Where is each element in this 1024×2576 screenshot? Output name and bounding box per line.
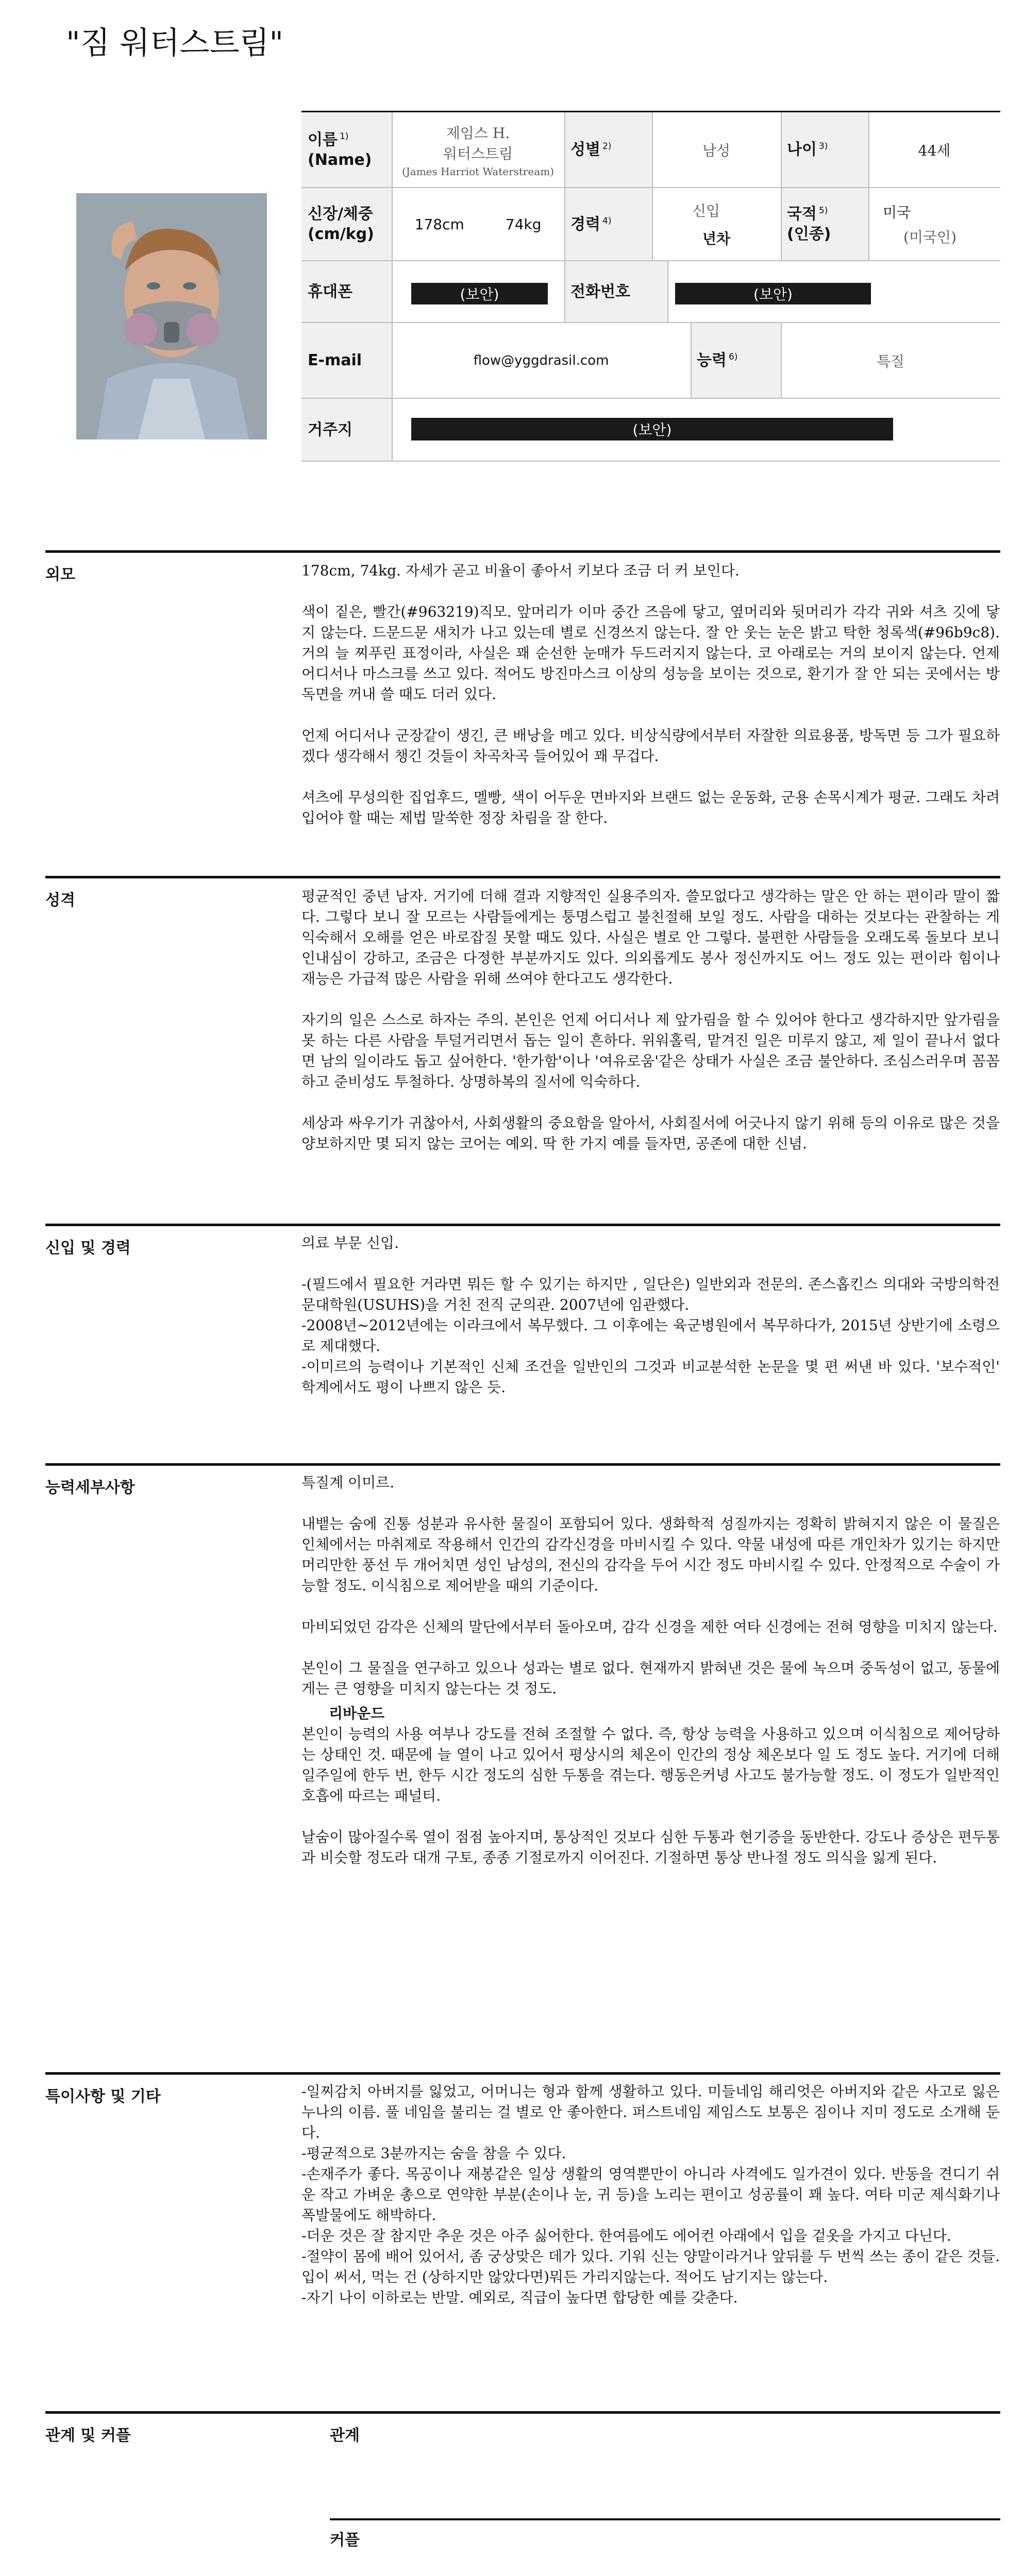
appearance-p2: 색이 짙은, 빨간(#963219)직모. 앞머리가 이마 중간 즈음에 닿고, 옆머리와 뒷머리가 각각 귀와 셔츠 깃에 닿지 않는다. 드문드문 새치가 나고 있는데 별로 신경쓰지 않는다. 잘 안 웃는 눈은 밝고 탁한 청록색(#96b9c8). 거의 늘 찌푸린 표정이라, 사실은 꽤 순선한 눈매가 두드러지지 않는다. 코 아래로는 거의 보이지 않는다. 언제 어디서나 마스크를 쓰고 있다. 적어도 방진마스크 이상의 성능을 보이는 것으로, 환기가 잘 안 되는 곳에서는 방독면을 꺼내 쓸 때도 더러 있다. <box>301 603 1000 703</box>
career-p1: 의료 부문 신입. <box>301 1234 399 1251</box>
appearance-label: 외모 <box>45 566 75 584</box>
ability-p5: 본인이 능력의 사용 여부나 강도를 전혀 조절할 수 없다. 즉, 항상 능력을 사용하고 있으며 이식침으로 제어당하는 상태인 것. 때문에 늘 열이 나고 있어서 평상시의 체온이 인간의 정상 체온보다 일 도 정도 높다. 거기에 더해 일주일에 한두 번, 한두 시간 정도의 심한 두통을 겪는다. 행동은커녕 사고도 불가능할 정도. 이 정도가 일반적인 호흡에 따르는 패널티. <box>301 1725 1000 1804</box>
section-divider <box>45 876 1000 878</box>
nationality-value-cell <box>868 188 1000 260</box>
career-value-line2: 년차 <box>702 230 731 247</box>
row-email <box>301 323 1000 398</box>
personality-p1: 평균적인 중년 남자. 거기에 더해 결과 지향적인 실용주의자. 쓸모없다고 생각하는 말은 안 하는 편이라 말이 짧다. 그렇다 보니 잘 모르는 사람들에게는 퉁명스럽고 불친절해 보일 정도. 사람을 대하는 것보다는 관찰하는 게 익숙해서 오해를 얻은 바로잡질 못할 때도 있다. 사실은 별로 안 그렇다. 불편한 사람들을 오래도록 돌보다 보니 인내심이 강하고, 조금은 다정한 부분까지도 있다. 의외롭게도 봉사 정신까지도 어느 정도 있는 편이라 힘이나 재능은 가급적 많은 사람을 위해 쓰여야 한다고도 생각한다. <box>301 888 1000 987</box>
profile-photo <box>76 193 267 439</box>
age-label-cell: 나이 $^{3)}$ <box>781 112 868 187</box>
career-label-cell: 경력 $^{4)}$ <box>564 188 652 260</box>
career-p4: -이미르의 능력이나 기본적인 신체 조건을 일반인의 그것과 비교분석한 논문을 몇 편 써낸 바 있다. '보수적인' 학계에서도 평이 나쁘지 않은 듯. <box>301 1358 1000 1396</box>
section-divider <box>45 2072 1000 2075</box>
appearance-p1: 178cm, 74kg. 자세가 곧고 비율이 좋아서 키보다 조금 더 커 보인다. <box>301 562 740 579</box>
appearance-p4: 셔츠에 무성의한 집업후드, 멜빵, 색이 어두운 면바지와 브랜드 없는 운동화, 군용 손목시계가 평균. 그래도 차려입어야 할 때는 제법 말쑥한 정장 차림을 잘 한다. <box>301 789 1000 826</box>
address-redacted: (보안) <box>411 418 893 440</box>
row-name <box>301 112 1000 187</box>
mobile-redacted: (보안) <box>411 283 548 304</box>
row-contact <box>301 261 1000 322</box>
section-divider <box>45 1224 1000 1226</box>
notes-label: 특이사항 및 기타 <box>45 2088 161 2106</box>
ability-p4: 본인이 그 물질을 연구하고 있으나 성과는 별로 없다. 현재까지 밝혀낸 것은 물에 녹으며 중독성이 없고, 동물에게는 큰 영향을 미치지 않는다는 것 정도. <box>301 1659 1000 1697</box>
relations-rule <box>330 2411 1000 2414</box>
couple-rule <box>330 2518 1000 2520</box>
ability-value: 특질 <box>876 352 905 370</box>
gender-value: 남성 <box>702 142 731 159</box>
ability-detail-label: 능력세부사항 <box>45 1479 135 1497</box>
email-value: flow@yggdrasil.com <box>473 352 609 368</box>
gender-label-cell: 성별 $^{2)}$ <box>564 112 652 187</box>
mobile-label: 휴대폰 <box>301 261 392 322</box>
notes-item: -더운 것은 잘 참지만 추운 것은 아주 싫어한다. 한여름에도 에어컨 아래에서 입을 겉옷을 가지고 다닌다. <box>301 2227 951 2244</box>
section-divider <box>45 550 1000 553</box>
height-weight-cell <box>392 188 564 260</box>
nationality-value: 미국 <box>883 204 911 221</box>
address-label: 거주지 <box>301 399 392 461</box>
ability-label-cell: 능력 $^{6)}$ <box>691 323 781 398</box>
ability-p2: 내뱉는 숨에 진통 성분과 유사한 물질이 포함되어 있다. 생화학적 성질까지는 정확히 밝혀지지 않은 이 물질은 인체에서는 마취제로 작용해서 인간의 감각신경을 마비시킬 수 있다. 약물 내성에 따른 개인차가 있기는 하지만 머리만한 풍선 두 개어치면 성인 남성의, 전신의 감각을 두어 시간 정도 마비시킬 수 있다. 안정적으로 수술이 가능할 정도. 이식침으로 제어받을 때의 기준이다. <box>301 1515 1000 1594</box>
nationality-label-cell: 국적 $^{5)}$ (인종) <box>781 188 868 260</box>
notes-item: -절약이 몸에 배어 있어서, 좀 궁상맞은 데가 있다. 기워 신는 양말이라거나 앞뒤를 두 번씩 쓰는 종이 같은 것들. 입이 써서, 먹는 건 (상하지만 않았다면)뭐든 가리지않는다. 적어도 남기지는 않는다. <box>301 2248 1000 2285</box>
appearance-p3: 언제 어디서나 군장같이 생긴, 큰 배낭을 메고 있다. 비상식량에서부터 자잘한 의료용품, 방독면 등 그가 필요하겠다 생각해서 챙긴 것들이 차곡차곡 들어있어 꽤 무겁다. <box>301 727 1000 765</box>
relations-label: 관계 및 커플 <box>45 2427 131 2445</box>
phone-redacted: (보안) <box>675 283 871 304</box>
row-address <box>301 399 1000 461</box>
personality-label: 성격 <box>45 891 75 909</box>
name-value-en: (James Harriot Waterstream) <box>401 165 555 178</box>
career-p3: -2008년~2012년에는 이라크에서 복무했다. 그 이후에는 육군병원에서 복무하다가, 2015년 상반기에 소령으로 제대했다. <box>301 1317 1000 1354</box>
ability-p3: 마비되었던 감각은 신체의 말단에서부터 돌아오며, 감각 신경을 제한 여타 신경에는 전혀 영향을 미치지 않는다. <box>301 1618 998 1635</box>
name-value-line1: 제임스 H. <box>446 124 510 142</box>
nationality-value2: (미국인) <box>903 229 956 246</box>
name-value-cell <box>392 112 564 187</box>
ability-p1: 특질계 이미르. <box>301 1474 395 1491</box>
personality-body <box>301 886 1000 1175</box>
email-label: E-mail <box>301 323 392 398</box>
page-title: "짐 워터스트림" <box>66 25 284 61</box>
phone-label: 전화번호 <box>564 261 667 322</box>
person-with-respirator-icon <box>76 193 267 439</box>
height-value: 178cm <box>414 215 464 233</box>
personality-p3: 세상과 싸우기가 귀찮아서, 사회생활의 중요함을 알아서, 사회질서에 어긋나지 않기 위해 등의 이유로 많은 것을 양보하지만 몇 되지 않는 코어는 예외. 딱 한 가지 예를 들자면, 공존에 대한 신념. <box>301 1114 1000 1152</box>
career-p2: -(필드에서 필요한 거라면 뭐든 할 수 있기는 하지만 , 일단은) 일반외과 전문의. 존스홉킨스 의대와 국방의학전문대학원(USUHS)을 거친 전직 군의관. 2007년에 임관했다. <box>301 1276 1000 1313</box>
ability-body <box>301 1472 1000 1889</box>
age-value: 44세 <box>918 142 951 159</box>
appearance-body <box>301 561 1000 849</box>
career-value-cell <box>652 188 781 260</box>
ability-p6: 날숨이 많아질수록 열이 점점 높아지며, 통상적인 것보다 심한 두통과 현기증을 동반한다. 강도나 증상은 편두통과 비슷할 정도라 대개 구토, 종종 기절로까지 이어진다. 기절하면 통상 반나절 정도 의식을 잃게 된다. <box>301 1828 1000 1866</box>
notes-body <box>301 2081 1000 2308</box>
name-value-line2: 워터스트림 <box>443 145 513 162</box>
relation-heading: 관계 <box>330 2427 360 2445</box>
notes-item: -자기 나이 이하로는 반말. 예외로, 직급이 높다면 합당한 예를 갖춘다. <box>301 2289 738 2306</box>
rebound-heading: 리바운드 <box>329 1705 385 1722</box>
name-label-cell: 이름 $^{1)}$ (Name) <box>301 112 392 187</box>
personality-p2: 자기의 일은 스스로 하자는 주의. 본인은 언제 어디서나 제 앞가림을 할 수 있어야 한다고 생각하지만 앞가림을 못 하는 다른 사람을 투덜거리면서 돕는 일이 흔하다. 위워홀릭, 맡겨진 일은 미루지 않고, 제 일이 끝나서 없다면 남의 일이라도 돕고 싶어한다. '한가함'이나 '여유로움'같은 상태가 사실은 조금 불안하다. 조심스러우며 꼼꼼하고 준비성도 투철하다. 상명하복의 질서에 익숙하다. <box>301 1011 1000 1090</box>
career-value-line1: 신입 <box>692 202 720 219</box>
weight-value: 74kg <box>505 215 542 233</box>
career-body <box>301 1233 1000 1398</box>
notes-item: -평균적으로 3분까지는 숨을 참을 수 있다. <box>301 2145 566 2162</box>
height-label-cell: 신장/체중 (cm/kg) <box>301 188 392 260</box>
notes-item: -손재주가 좋다. 목공이나 재봉같은 일상 생활의 영역뿐만이 아니라 사격에도 일가견이 있다. 반동을 견디기 쉬운 작고 가벼운 총으로 연약한 부분(손이나 눈, 귀 등)을 노리는 편이고 성공률이 꽤 높다. 여타 미군 제식화기나 폭발물에도 해박하다. <box>301 2165 1000 2224</box>
notes-item: -일찌감치 아버지를 잃었고, 어머니는 형과 함께 생활하고 있다. 미들네임 해리엇은 아버지와 같은 사고로 잃은 누나의 이름. 풀 네임을 불리는 걸 별로 안 좋아한다. 퍼스트네임 제임스도 보통은 짐이나 지미 정도로 소개해 둔다. <box>301 2083 1000 2141</box>
section-divider <box>45 1463 1000 1466</box>
couple-heading: 커플 <box>330 2531 360 2549</box>
career-label: 신입 및 경력 <box>45 1239 131 1257</box>
row-height <box>301 188 1000 260</box>
